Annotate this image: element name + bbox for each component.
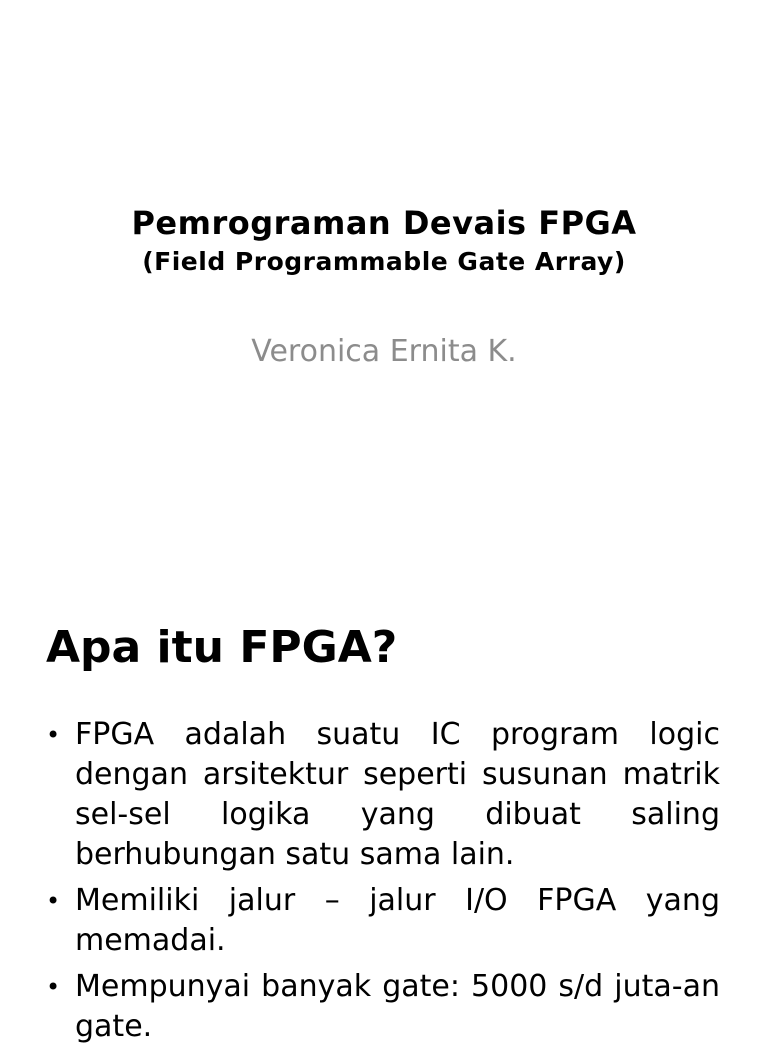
bullet-text: Memiliki jalur – jalur I/O FPGA yang memadai. [75, 883, 720, 958]
author-name: Veronica Ernita K. [251, 334, 517, 369]
bullet-icon: • [46, 973, 61, 1001]
bullet-list [46, 715, 720, 1053]
bullet-item [46, 881, 720, 961]
bullet-icon: • [46, 887, 61, 915]
slide-heading: Apa itu FPGA? [46, 622, 398, 673]
bullet-text: FPGA adalah suatu IC program logic dengan arsitektur seperti susunan matrik sel-sel logika yang dibuat saling berhubungan satu sama lain. [75, 717, 720, 872]
slide-subtitle: (Field Programmable Gate Array) [142, 247, 626, 276]
content-slide [0, 576, 768, 1044]
slide-title: Pemrograman Devais FPGA [131, 204, 637, 242]
bullet-text: Mempunyai banyak gate: 5000 s/d juta-an gate. [75, 969, 720, 1044]
bullet-item [46, 715, 720, 875]
bullet-icon: • [46, 721, 61, 749]
bullet-item [46, 967, 720, 1047]
